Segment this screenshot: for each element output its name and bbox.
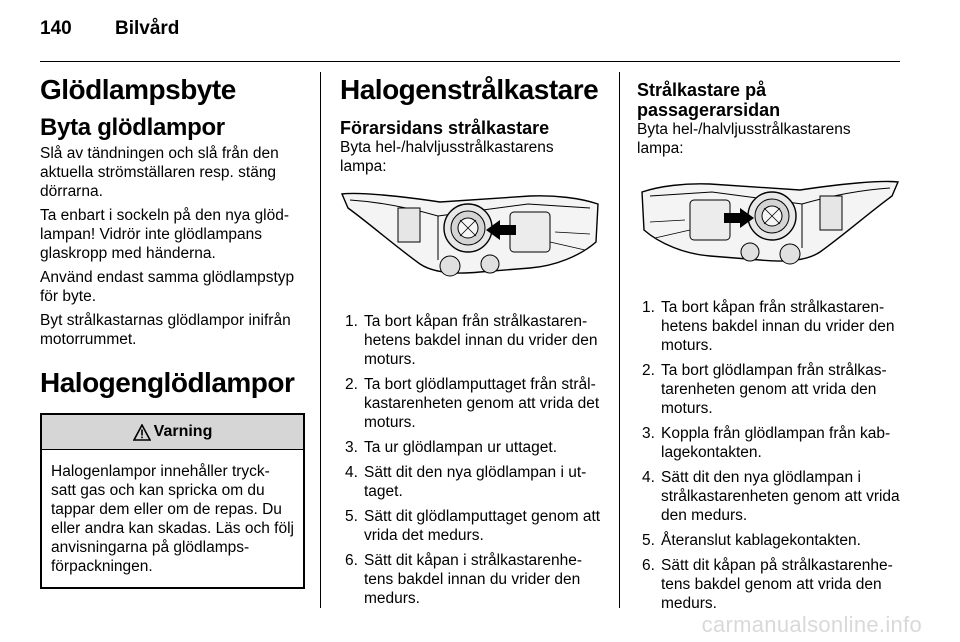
intro-text: Byta hel-/halvljusstrålkastarens lampa: [637, 121, 851, 157]
paragraph: Slå av tändningen och slå från den aktuella strömställaren resp. stäng dörrarna. [40, 145, 279, 200]
list-item: 3. Ta ur glödlampan ur uttaget. [345, 439, 558, 456]
paragraph: Byt strålkastarnas glödlampor inifrån motorrummet. [40, 312, 291, 348]
list-item: 5. Sätt dit glödlamputtaget genom att vrida det medurs. [345, 508, 601, 544]
column-3 [637, 74, 900, 619]
subheading-passenger-side-line2: passagerarsidan [637, 100, 781, 120]
section-heading-bulb-replacement: Glödlampsbyte [40, 74, 236, 105]
list-item: 6. Sätt dit kåpan på strålkastarenhe-tens bakdel genom att vrida den medurs. [642, 557, 893, 612]
paragraph: Använd endast samma glödlampstyp för byte. [40, 269, 295, 305]
column-1 [40, 74, 305, 589]
warning-text: Halogenlampor innehåller tryck-satt gas och kan spricka om du tappar dem eller om de repas. Du eller andra kan skadas. Läs och följ anvisningarna på glödlamps-förpackningen. [51, 463, 294, 575]
chapter-title: Bilvård [115, 18, 180, 39]
column-divider-1 [320, 72, 321, 608]
list-item: 1. Ta bort kåpan från strålkastaren-hetens bakdel innan du vrider den moturs. [345, 313, 598, 368]
list-item: 5. Återanslut kablagekontakten. [642, 532, 861, 549]
list-item: 3. Koppla från glödlampan från kab-lagekontakten. [642, 425, 891, 461]
list-item: 2. Ta bort glödlamputtaget från strål-kastarenheten genom att vrida det moturs. [345, 376, 600, 431]
header-rule [40, 61, 900, 62]
column-2 [340, 74, 602, 614]
warning-header [42, 415, 303, 450]
driver-side-steps [340, 312, 602, 608]
page-number: 140 [40, 18, 72, 39]
subheading-passenger-side-line1: Strålkastare på [637, 80, 767, 100]
warning-box [40, 413, 305, 589]
intro-text: Byta hel-/halvljusstrålkastarens lampa: [340, 139, 554, 175]
paragraph: Ta enbart i sockeln på den nya glöd-lampan! Vidrör inte glödlampans glaskropp med händerna. [40, 207, 290, 262]
list-item: 2. Ta bort glödlampan från strålkas-tarenheten genom att vrida den moturs. [642, 362, 887, 417]
driver-side-headlamp-illustration [340, 184, 602, 294]
list-item: 6. Sätt dit kåpan i strålkastarenhe-tens bakdel innan du vrider den medurs. [345, 552, 582, 607]
column-divider-2 [619, 72, 620, 608]
section-heading-halogen-bulbs: Halogenglödlampor [40, 367, 295, 398]
passenger-side-steps [637, 298, 900, 613]
warning-title: Varning [153, 423, 213, 440]
warning-triangle-icon [133, 424, 151, 441]
section-heading-halogen-headlamps: Halogenstrålkastare [340, 74, 599, 105]
watermark: carmanualsonline.info [701, 612, 922, 637]
passenger-side-headlamp-illustration [637, 172, 900, 282]
list-item: 1. Ta bort kåpan från strålkastaren-hetens bakdel innan du vrider den moturs. [642, 299, 895, 354]
list-item: 4. Sätt dit den nya glödlampan i ut-taget. [345, 464, 587, 500]
list-item: 4. Sätt dit den nya glödlampan i strålkastarenheten genom att vrida den medurs. [642, 469, 900, 524]
subheading-change-bulbs: Byta glödlampor [40, 114, 225, 141]
subheading-driver-side-headlamp: Förarsidans strålkastare [340, 118, 550, 138]
page-header [40, 18, 180, 40]
